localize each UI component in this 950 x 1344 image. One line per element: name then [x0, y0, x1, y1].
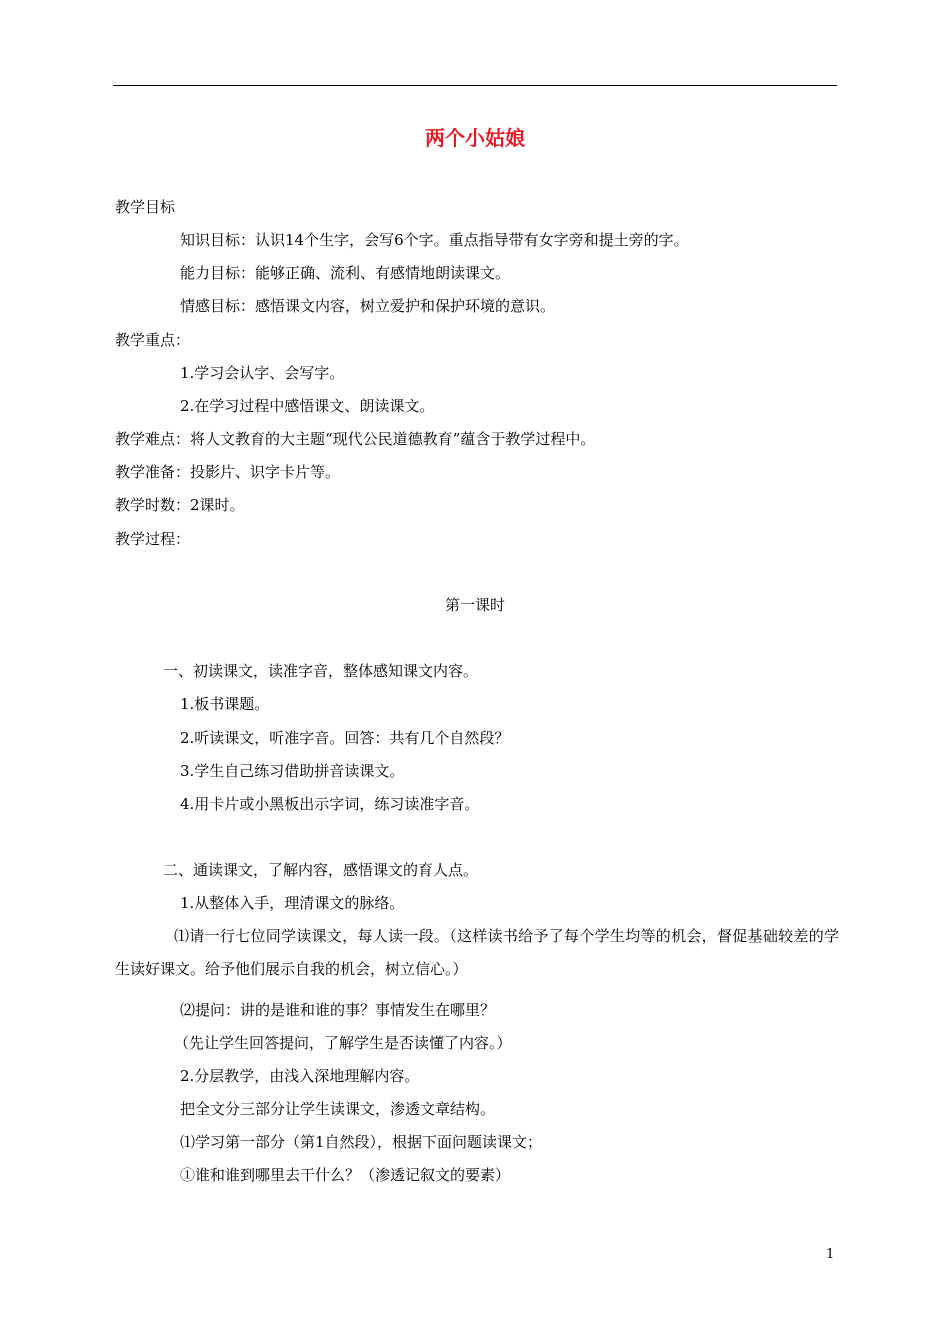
key-point-2: 2.在学习过程中感悟课文、朗读课文。	[180, 397, 435, 415]
lesson-title: 第一课时	[444, 596, 505, 614]
objective-knowledge: 知识目标：认识14个生字，会写6个字。重点指导带有女字旁和提土旁的字。	[180, 231, 689, 249]
objectives-heading: 教学目标	[115, 198, 176, 216]
objective-ability: 能力目标：能够正确、流利、有感情地朗读课文。	[180, 264, 511, 282]
teaching-hours: 教学时数：2课时。	[115, 496, 245, 514]
section2-item-1: 1.从整体入手，理清课文的脉络。	[180, 894, 405, 912]
section2-heading: 二、通读课文，了解内容，感悟课文的育人点。	[163, 861, 479, 879]
section2-note: （先让学生回答提问，了解学生是否读懂了内容。）	[174, 1034, 512, 1052]
objective-emotion: 情感目标：感悟课文内容，树立爱护和保护环境的意识。	[180, 297, 556, 315]
section2-divide: 把全文分三部分让学生读课文，渗透文章结构。	[180, 1100, 496, 1118]
section1-item-1: 1.板书课题。	[180, 695, 270, 713]
process-heading: 教学过程：	[115, 530, 191, 548]
difficulty: 教学难点：将人文教育的大主题“现代公民道德教育”蕴含于教学过程中。	[115, 430, 596, 448]
section1-item-3: 3.学生自己练习借助拼音读课文。	[180, 762, 405, 780]
header-rule	[113, 85, 837, 86]
preparation: 教学准备：投影片、识字卡片等。	[115, 463, 341, 481]
document-title: 两个小姑娘	[425, 126, 525, 150]
page-number: 1	[826, 1247, 835, 1262]
section2-paragraph: ⑴请一行七位同学读课文，每人读一段。（这样读书给予了每个学生均等的机会，督促基础较差的学生读好课文。给予他们展示自我的机会，树立信心。）	[115, 927, 839, 978]
section2-part1: ⑴学习第一部分（第1自然段），根据下面问题读课文；	[180, 1133, 543, 1151]
key-points-heading: 教学重点：	[115, 331, 191, 349]
section1-heading: 一、初读课文，读准字音，整体感知课文内容。	[163, 662, 479, 680]
section1-item-4: 4.用卡片或小黑板出示字词，练习读准字音。	[180, 795, 480, 813]
key-point-1: 1.学习会认字、会写字。	[180, 364, 345, 382]
section2-question: ⑵提问：讲的是谁和谁的事？事情发生在哪里？	[180, 1001, 496, 1019]
section1-item-2: 2.听读课文，听准字音。回答：共有几个自然段？	[180, 729, 510, 747]
section2-item-2: 2.分层教学，由浅入深地理解内容。	[180, 1067, 420, 1085]
section2-question-1: ①谁和谁到哪里去干什么？（渗透记叙文的要素）	[180, 1166, 511, 1184]
